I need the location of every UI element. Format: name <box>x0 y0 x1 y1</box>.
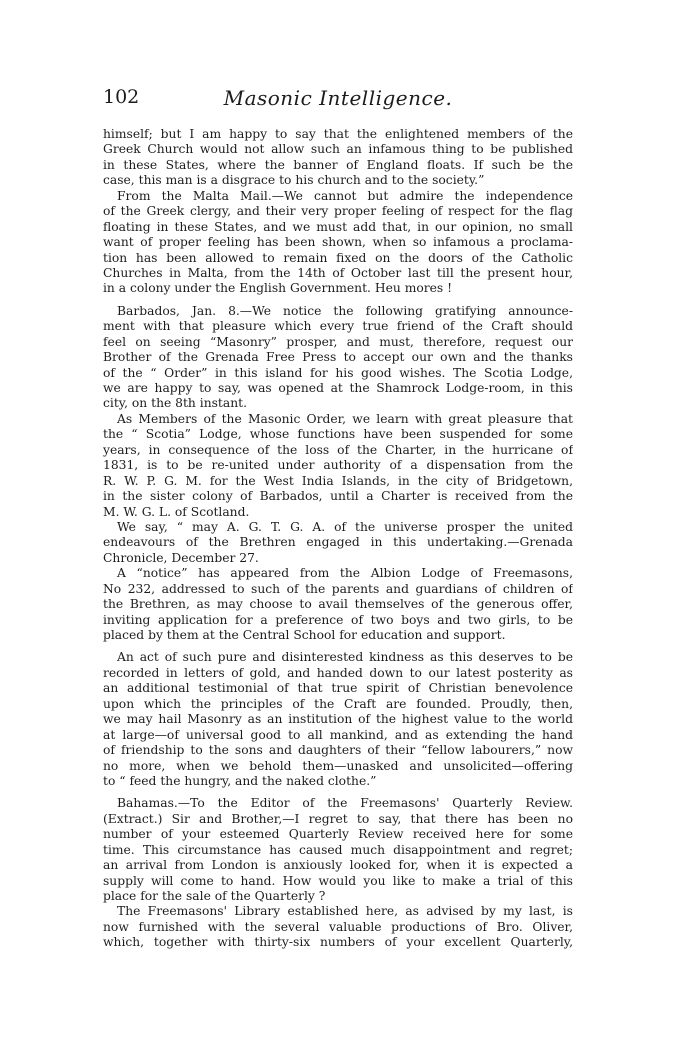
text-line: now furnished with the several valuable productions of Bro. Oliver, <box>103 919 573 934</box>
text-line: himself; but I am happy to say that the enlightened members of the <box>103 127 573 141</box>
text-line: No 232, addressed to such of the parents and guardians of children of <box>103 581 573 596</box>
text-line: the Brethren, as may choose to avail themselves of the generous offer, <box>103 597 573 612</box>
text-line: Greek Church would not allow such an infamous thing to be published <box>103 142 573 157</box>
text-line: The Freemasons' Library established here, as advised by my last, is <box>117 904 573 919</box>
text-line: ment with that pleasure which every true friend of the Craft should <box>103 319 573 334</box>
text-line: From the Malta Mail.—We cannot but admire the independence <box>117 188 573 203</box>
page-number: 102 <box>103 86 140 108</box>
text-line: years, in consequence of the loss of the Charter, in the hurricane of <box>103 442 573 457</box>
body-text <box>103 127 573 951</box>
text-line: floating in these States, and we must add that, in our opinion, no small <box>103 219 573 234</box>
text-line: Barbados, Jan. 8.—We notice the following gratifying announce- <box>117 303 573 318</box>
text-line: placed by them at the Central School for education and support. <box>103 628 506 642</box>
text-line: to “ feed the hungry, and the naked clothe.” <box>103 773 377 788</box>
text-line: supply will come to hand. How would you like to make a trial of this <box>103 873 573 888</box>
text-line: Chronicle, December 27. <box>103 550 259 565</box>
text-line: Bahamas.—To the Editor of the Freemasons' Quarterly Review. <box>117 796 573 811</box>
text-line: tion has been allowed to remain fixed on the doors of the Catholic <box>103 250 573 265</box>
text-line: of friendship to the sons and daughters of their “fellow labourers,” now <box>103 743 573 758</box>
text-line: city, on the 8th instant. <box>103 396 247 411</box>
text-line: We say, “ may A. G. T. G. A. of the universe prosper the united <box>117 519 573 534</box>
text-line: in a colony under the English Government. Heu mores ! <box>103 281 453 296</box>
text-line: in these States, where the banner of England floats. If such be the <box>103 157 573 172</box>
text-line: we are happy to say, was opened at the Shamrock Lodge-room, in this <box>103 381 573 395</box>
text-line: in the sister colony of Barbados, until a Charter is received from the <box>103 489 573 504</box>
text-line: An act of such pure and disinterested kindness as this deserves to be <box>117 650 573 665</box>
text-line: M. W. G. L. of Scotland. <box>103 504 250 519</box>
page-header <box>103 86 573 114</box>
text-line: recorded in letters of gold, and handed down to our latest posterity as <box>103 665 573 680</box>
text-line: upon which the principles of the Craft are founded. Proudly, then, <box>103 696 573 711</box>
text-line: an arrival from London is anxiously looked for, when it is expected a <box>103 858 573 873</box>
text-line: which, together with thirty-six numbers of your excellent Quarterly, <box>103 935 573 950</box>
text-line: As Members of the Masonic Order, we learn with great pleasure that <box>117 411 573 426</box>
text-line: 1831, is to be re-united under authority of a dispensation from the <box>103 458 573 473</box>
text-line: R. W. P. G. M. for the West India Islands, in the city of Bridgetown, <box>103 473 573 488</box>
text-line: of the Greek clergy, and their very proper feeling of respect for the flag <box>103 204 573 219</box>
text-line: inviting application for a preference of two boys and two girls, to be <box>103 612 573 627</box>
text-line: number of your esteemed Quarterly Review received here for some <box>103 827 573 842</box>
running-title: Masonic Intelligence. <box>223 86 453 110</box>
text-line: place for the sale of the Quarterly ? <box>103 889 326 903</box>
text-line: case, this man is a disgrace to his church and to the society.” <box>103 173 485 188</box>
text-line: feel on seeing “Masonry” prosper, and must, therefore, request our <box>103 334 573 349</box>
text-line: A “notice” has appeared from the Albion Lodge of Freemasons, <box>117 566 573 581</box>
text-line: endeavours of the Brethren engaged in this undertaking.—Grenada <box>103 535 573 550</box>
text-line: at large—of universal good to all mankind, and as extending the hand <box>103 727 573 742</box>
text-line: Brother of the Grenada Free Press to accept our own and the thanks <box>103 350 573 365</box>
text-line: Churches in Malta, from the 14th of October last till the present hour, <box>103 265 573 280</box>
text-line: time. This circumstance has caused much disappointment and regret; <box>103 842 573 857</box>
text-line: no more, when we behold them—unasked and unsolicited—offering <box>103 758 573 773</box>
text-line: of the “ Order” in this island for his good wishes. The Scotia Lodge, <box>103 365 573 380</box>
text-line: want of proper feeling has been shown, when so infamous a proclama- <box>103 235 573 250</box>
text-line: the “ Scotia” Lodge, whose functions have been suspended for some <box>103 427 573 442</box>
text-line: (Extract.) Sir and Brother,—I regret to say, that there has been no <box>103 811 573 826</box>
text-line: we may hail Masonry as an institution of the highest value to the world <box>103 712 573 727</box>
text-line: an additional testimonial of that true spirit of Christian benevolence <box>103 681 573 696</box>
